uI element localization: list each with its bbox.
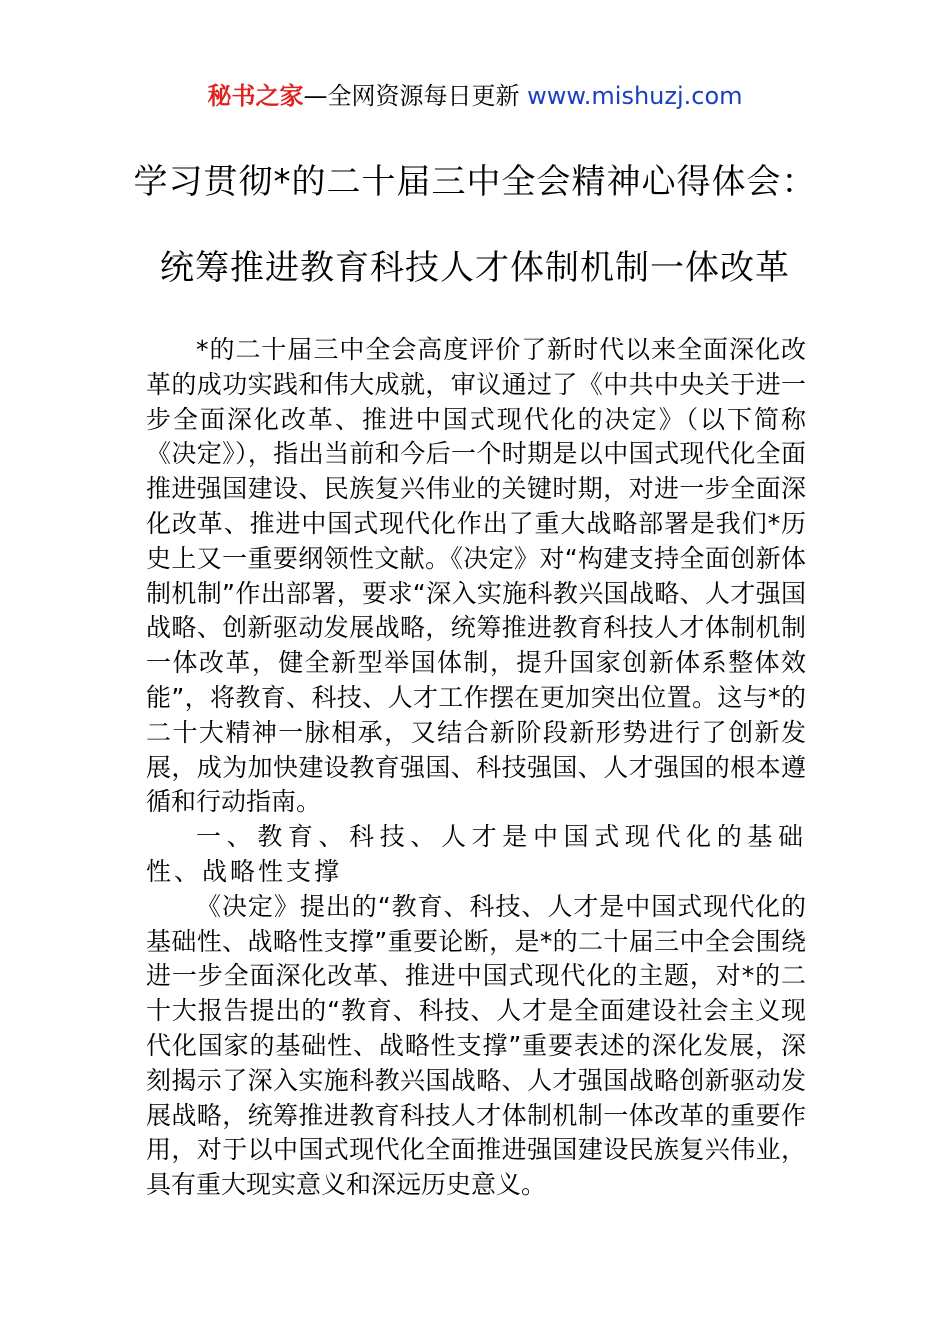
section-heading-1: 一、教育、科技、人才是中国式现代化的基础性、战略性支撑 — [146, 822, 806, 886]
document-title-line-2: 统筹推进教育科技人才体制机制一体改革 — [160, 248, 790, 288]
document-body — [146, 333, 806, 1203]
body-paragraph-1: *的二十届三中全会高度评价了新时代以来全面深化改革的成功实践和伟大成就，审议通过了《中共中央关于进一步全面深化改革、推进中国式现代化的决定》（以下简称《决定》），指出当前和今后一个时期是以中国式现代化全面推进强国建设、民族复兴伟业的关键时期，对进一步全面深化改革、推进中国式现代化作出了重大战略部署是我们*历史上又一重要纲领性文献。《决定》对“构建支持全面创新体制机制”作出部署，要求“深入实施科教兴国战略、人才强国战略、创新驱动发展战略，统筹推进教育科技人才体制机制一体改革，健全新型举国体制，提升国家创新体系整体效能”，将教育、科技、人才工作摆在更加突出位置。这与*的二十大精神一脉相承，又结合新阶段新形势进行了创新发展，成为加快建设教育强国、科技强国、人才强国的根本遵循和行动指南。 — [146, 335, 806, 817]
site-url-link[interactable]: www.mishuzj.com — [527, 82, 743, 110]
brand-name: 秘书之家 — [207, 82, 304, 110]
header-tagline: —全网资源每日更新 — [303, 82, 528, 110]
site-header — [0, 80, 950, 112]
body-paragraph-2: 《决定》提出的“教育、科技、人才是中国式现代化的基础性、战略性支撑”重要论断，是*的二十届三中全会围绕进一步全面深化改革、推进中国式现代化的主题，对*的二十大报告提出的“教育、科技、人才是全面建设社会主义现代化国家的基础性、战略性支撑”重要表述的深化发展，深刻揭示了深入实施科教兴国战略、人才强国战略创新驱动发展战略，统筹推进教育科技人才体制机制一体改革的重要作用，对于以中国式现代化全面推进强国建设民族复兴伟业，具有重大现实意义和深远历史意义。 — [146, 891, 806, 1200]
document-title-line-1: 学习贯彻*的二十届三中全会精神心得体会： — [133, 162, 817, 202]
